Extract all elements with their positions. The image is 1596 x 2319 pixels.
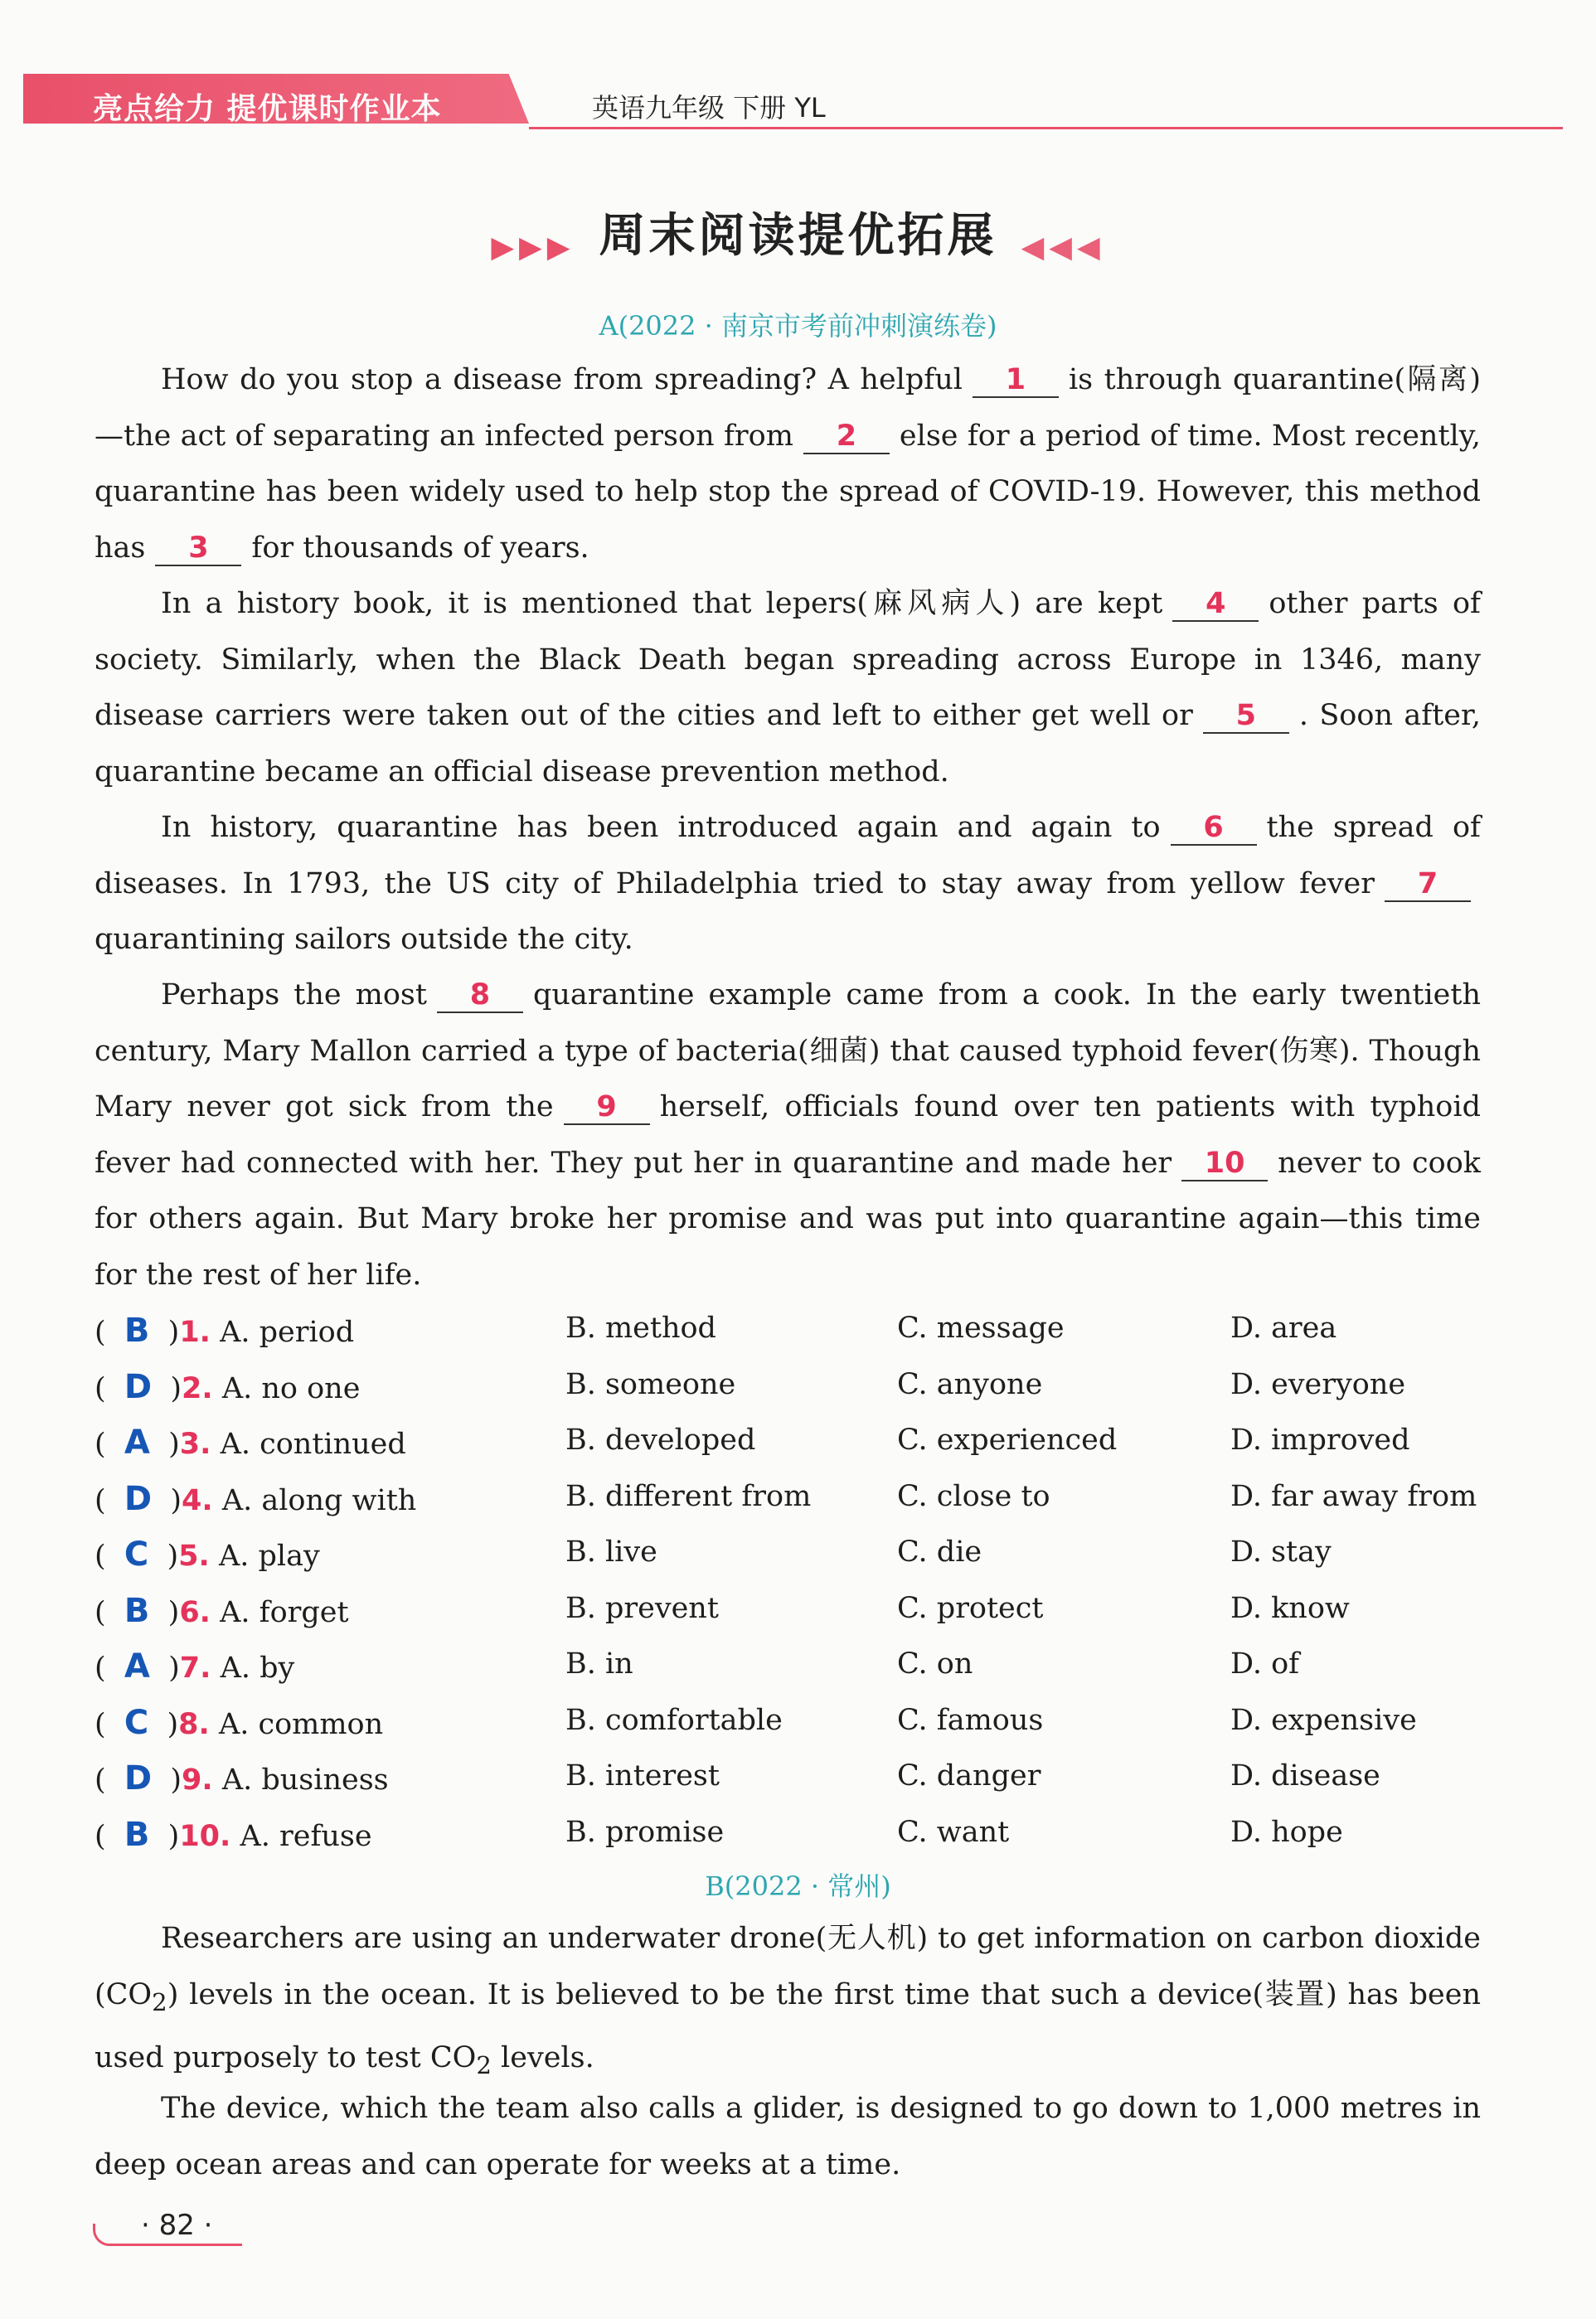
section-b-source: B(2022 · 常州) xyxy=(705,1870,891,1902)
option-row: ( D )4. A. along with B. different from C. close to D. far away from xyxy=(95,1479,1477,1518)
blank-3: 3 xyxy=(155,531,241,566)
answer-options xyxy=(95,1302,1504,1861)
answer-letter: D xyxy=(124,1367,153,1406)
blank-5: 5 xyxy=(1203,699,1289,734)
paragraph-a3: In history, quarantine has been introduced again and again to 6 the spread of diseases. In 1793, the US city of Philadelphia tried to stay away from yellow fever 7quarantining sailors outside the city. xyxy=(95,811,1481,956)
answer-letter: A xyxy=(124,1424,150,1462)
option-row: ( D )2. A. no one B. someone C. anyone D. everyone xyxy=(95,1367,1406,1406)
answer-letter: A xyxy=(124,1647,150,1686)
header-rule xyxy=(529,127,1563,129)
answer-letter: B xyxy=(124,1815,150,1854)
blank-2: 2 xyxy=(803,420,890,454)
right-arrows-icon: ▶▶▶ xyxy=(491,230,575,264)
page-number-decoration xyxy=(93,2224,130,2246)
option-row: ( C )5. A. play B. live C. die D. stay xyxy=(95,1535,1332,1574)
option-row: ( A )7. A. by B. in C. on D. of xyxy=(95,1647,1300,1686)
blank-7: 7 xyxy=(1385,867,1471,902)
answer-letter: B xyxy=(124,1591,150,1630)
option-row: ( B )10. A. refuse B. promise C. want D. hope xyxy=(95,1815,1343,1854)
blank-9: 9 xyxy=(564,1090,650,1125)
series-brand: 亮点给力 提优课时作业本 xyxy=(93,92,442,126)
title-row xyxy=(0,199,1596,265)
blank-1: 1 xyxy=(973,363,1059,398)
option-row: ( B )6. A. forget B. prevent C. protect D. know xyxy=(95,1591,1350,1630)
paragraph-a1: How do you stop a disease from spreading? A helpful 1 is through quarantine(隔离)—the act of separating an infected person from 2 else for a period of time. Most recently, quarantine has been widely used to help stop the spread of COVID-19. However, this method has 3 for thousands of years. xyxy=(95,363,1481,565)
section-a-source: A(2022 · 南京市考前冲刺演练卷) xyxy=(599,310,997,342)
option-row: ( B )1. A. period B. method C. message D. area xyxy=(95,1312,1337,1350)
book-info: 英语九年级 下册 YL xyxy=(592,92,826,124)
answer-letter: C xyxy=(124,1535,149,1574)
answer-letter: C xyxy=(124,1703,149,1742)
option-row: ( C )8. A. common B. comfortable C. famous D. expensive xyxy=(95,1703,1417,1742)
page-title: 周末阅读提优拓展 xyxy=(599,209,997,263)
page-number: · 82 · xyxy=(93,2209,242,2249)
paragraph-b1: Researchers are using an underwater drone(无人机) to get information on carbon dioxide $(CO_2)$ levels in the ocean. It is believed to be the first time that such a device(装置) has been used purposely to test $CO_2$ levels. xyxy=(95,1922,1481,2079)
blank-8: 8 xyxy=(437,978,523,1013)
blank-4: 4 xyxy=(1172,587,1259,622)
answer-letter: D xyxy=(124,1479,153,1518)
paragraph-a4: Perhaps the most 8 quarantine example came from a cook. In the early twentieth century, Mary Mallon carried a type of bacteria(细菌) that caused typhoid fever(伤寒). Though Mary never got sick from the 9 herself, officials found over ten patients with typhoid fever had connected with her. They put her in quarantine and made her 10 never to cook for others again. But Mary broke her promise and was put into quarantine again—this time for the rest of her life. xyxy=(95,978,1481,1292)
blank-10: 10 xyxy=(1181,1147,1268,1181)
option-row: ( A )3. A. continued B. developed C. experienced D. improved xyxy=(95,1424,1410,1462)
paragraph-b2: The device, which the team also calls a glider, is designed to go down to 1,000 metres in deep ocean areas and can operate for weeks at a time. xyxy=(95,2092,1481,2181)
answer-letter: D xyxy=(124,1759,153,1797)
paragraph-a2: In a history book, it is mentioned that lepers(麻风病人) are kept 4 other parts of society. Similarly, when the Black Death began spreading across Europe in 1346, many disease carriers were taken out of the cities and left to either get well or 5 . Soon after, quarantine became an official disease prevention method. xyxy=(95,587,1481,788)
blank-6: 6 xyxy=(1171,811,1257,846)
left-arrows-icon: ◀◀◀ xyxy=(1021,230,1105,264)
option-row: ( D )9. A. business B. interest C. danger D. disease xyxy=(95,1759,1380,1797)
page-header xyxy=(23,69,1563,127)
answer-letter: B xyxy=(124,1312,150,1350)
